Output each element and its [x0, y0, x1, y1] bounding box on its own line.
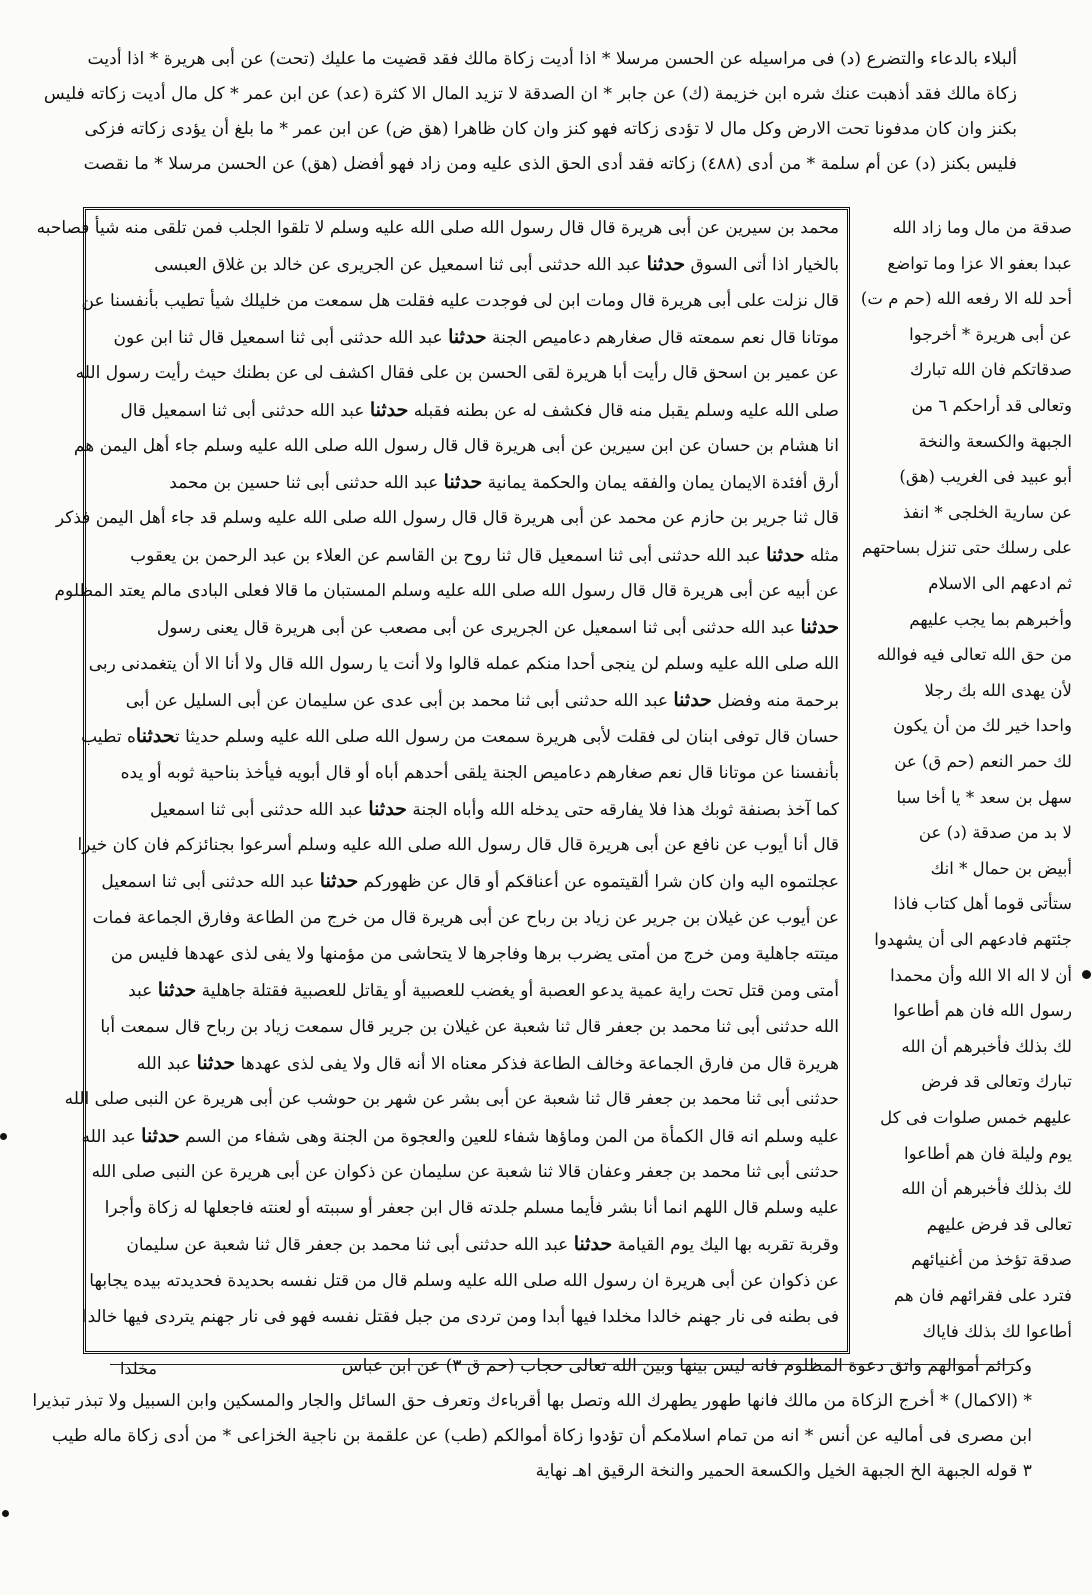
haddathana-keyword: حدثنا [135, 725, 175, 748]
hadith-line: قال ثنا جرير بن حازم عن محمد عن أبى هريرة قال قال رسول الله صلى الله عليه وسلم قد جاء أهل اليمن فذكر [55, 508, 839, 529]
hadith-line: عن أبيه عن أبى هريرة قال قال رسول الله صلى الله عليه وسلم المستبان ما قالا فعلى البادى مالم يعتد المظلوم [54, 581, 839, 601]
bottom-line: ٣ قوله الجبهة الخ الجبهة الخيل والكسعة الحمير والنخة الرقيق اهـ نهاية [535, 1461, 1032, 1481]
side-line: عليهم خمس صلوات فى كل [880, 1108, 1072, 1127]
hadith-line: كما آخذ بصنفة ثوبك هذا فلا يفارقه حتى يدخله الله وأباه الجنة حدثنا عبد الله حدثنى أبى ثنا اسمعيل [149, 797, 839, 820]
side-line: وأخبرهم بما يجب عليهم [909, 609, 1072, 629]
hadith-line: عن أيوب عن غيلان بن جرير عن زياد بن رباح عن أبى هريرة قال من خرج من الطاعة وفارق الجماعة فمات [92, 907, 839, 928]
hadith-line: الله صلى الله عليه وسلم لن ينجى أحدا منكم عمله قالوا ولا أنت يا رسول الله قال ولا أنا الا أن يتغمدنى ربى [88, 653, 839, 674]
side-line: تبارك وتعالى قد فرض [921, 1072, 1072, 1092]
haddathana-keyword: حدثنا [319, 870, 359, 893]
side-line: ثم ادعهم الى الاسلام [928, 574, 1072, 593]
side-line: أحد لله الا رفعه الله (حم م ت) [860, 289, 1072, 309]
side-line: عبدا بعفو الا عزا وما تواضع [887, 253, 1072, 273]
hadith-line: أرق أفئدة الايمان يمان والفقه يمان والحكمة يمانية حدثنا عبد الله حدثنى أبى ثنا حسين بن محمد [169, 471, 839, 494]
hadith-line: عليه وسلم انه قال الكمأة من المن وماؤها شفاء للعين والعجوة من الجنة وهى شفاء من السم حدثنا عبد الله [81, 1124, 839, 1147]
side-line: ستأتى قوما أهل كتاب فاذا [893, 894, 1072, 914]
haddathana-keyword: حدثنا [673, 688, 712, 711]
side-line: أطاعوا لك بذلك فاياك [922, 1321, 1072, 1341]
side-line: فترد على فقرائهم فان هم [893, 1286, 1072, 1305]
hadith-line: حسان قال توفى ابنان لى فقلت لأبى هريرة سمعت من رسول الله صلى الله عليه وسلم حديثا تحدثناه تطيب [81, 725, 839, 748]
haddathana-keyword: حدثنا [573, 1233, 613, 1256]
side-line: جئتهم فادعهم الى أن يشهدوا [874, 930, 1072, 949]
side-line: أبو عبيد فى الغريب (هق) [899, 467, 1072, 487]
haddathana-keyword: حدثنا [368, 797, 407, 820]
haddathana-keyword: حدثنا [443, 471, 483, 494]
margin-mark [2, 1510, 9, 1517]
hadith-line: عن ذكوان عن أبى هريرة ان رسول الله صلى الله عليه وسلم قال من قتل نفسه بحديدة فحديدته بيده يجابها [89, 1270, 839, 1291]
side-line: لك بذلك فأخبرهم أن الله [901, 1036, 1072, 1056]
side-line: يوم وليلة فان هم أطاعوا [904, 1143, 1072, 1163]
hadith-line: حدثنا عبد الله حدثنى أبى ثنا اسمعيل عن الجريرى عن أبى مصعب عن أبى هريرة قال يعنى رسول [156, 616, 839, 639]
hadith-line: ميتته جاهلية ومن خرج من أمتى يضرب برها وفاجرها لا يتحاشى من مؤمنها ولا يفى لذى عهدها فليس من [110, 944, 839, 964]
hadith-line: حدثنى أبى ثنا محمد بن جعفر قال ثنا شعبة عن أبى بشر عن شهر بن حوشب عن أبى هريرة عن النبى صلى الله [64, 1089, 839, 1110]
hadith-line: عليه وسلم قال اللهم انما أنا بشر فأيما مسلم جلدته قال ابن جعفر أو سببته أو لعنته فاجعلها له زكاة وأجرا [104, 1198, 839, 1219]
hadith-line: بالخيار اذا أتى السوق حدثنا عبد الله حدثنى أبى ثنا اسمعيل عن الجريرى عن خالد بن غلاق العبسى [154, 253, 839, 276]
side-line: رسول الله فان هم أطاعوا [893, 1001, 1072, 1021]
hadith-line: صلى الله عليه وسلم يقبل منه قال فكشف له عن بطنه فقبله حدثنا عبد الله حدثنى أبى ثنا اسمعيل قال [120, 398, 839, 421]
side-line: الجبهة والكسعة والنخة [918, 431, 1072, 451]
haddathana-keyword: حدثنا [141, 1124, 180, 1147]
side-line: وتعالى قد أراحكم ٦ من [911, 396, 1072, 415]
bottom-line: ابن مصرى فى أماليه عن أنس * انه من تمام اسلامكم أن تؤدوا زكاة أموالكم (طب) عن علقمة بن ناجية الخزاعى * من أدى زكاة ماله طيب [51, 1426, 1032, 1446]
hadith-line: موتانا قال نعم سمعته قال صغارهم دعاميص الجنة حدثنا عبد الله حدثنى أبى ثنا اسمعيل قال ثنا ابن عون [113, 325, 839, 348]
side-line: عن أبى هريرة * أخرجوا [909, 324, 1072, 344]
side-line: لك بذلك فأخبرهم أن الله [901, 1179, 1072, 1199]
hadith-line: قال نزلت على أبى هريرة قال ومات ابن لى فوجدت عليه فقلت هل سمعت من خليلك شيأ تطيب بأنفسنا عن [81, 290, 839, 311]
bottom-line: وكرائم أموالهم واتق دعوة المظلوم فانه ليس بينها وبين الله تعالى حجاب (حم ق ٣) عن ابن عباس [341, 1356, 1032, 1376]
hadith-line: برحمة منه وفضل حدثنا عبد الله حدثنى أبى ثنا محمد بن أبى عدى عن سليمان عن أبى السليل عن أبى [125, 688, 839, 711]
side-line: عن سارية الخلجى * انفذ [902, 502, 1072, 522]
hadith-line: حدثنى أبى ثنا محمد بن جعفر وعفان قالا ثنا شعبة عن سليمان عن ذكوان عن أبى هريرة عن النبى صلى الله [91, 1161, 839, 1182]
bottom-line: * (الاكمال) * أخرج الزكاة من مالك فانها طهور يطهرك الله وتصل بها أقرباءك وتعرف حق السائل والجار والمسكين وابن السبيل ولا تبذر تبذيرا [32, 1391, 1032, 1411]
footnote-rule [110, 1364, 1015, 1365]
hadith-line: بأنفسنا عن موتانا قال نعم صغارهم دعاميص الجنة يلقى أحدهم أباه أو قال أبويه فيأخذ بناحية ثوبه أو يده [120, 762, 839, 783]
hadith-line: هريرة قال من فارق الجماعة وخالف الطاعة فذكر معناه الا أنه قال ولا يفى لذى عهدها حدثنا عبد الله [136, 1051, 839, 1074]
hadith-line: قال أنا أيوب عن نافع عن أبى هريرة قال قال رسول الله صلى الله عليه وسلم أسرعوا بجنائزكم فان كان خيرا [77, 835, 839, 856]
top-line: زكاة مالك فقد أذهبت عنك شره ابن خزيمة (ك) عن جابر * ان الصدقة لا تزيد المال الا كثرة (عد) عن ابن عمر * كل مال أديت زكاته فليس [43, 84, 1017, 104]
margin-mark [0, 1133, 7, 1140]
top-line: فليس بكنز (د) عن أم سلمة * من أدى (٤٨٨) زكاته فقد أدى الحق الذى عليه ومن زاد فهو أفضل (هق) عن الحسن مرسلا * ما نقصت [83, 154, 1017, 174]
haddathana-keyword: حدثنا [369, 398, 409, 421]
margin-mark [1082, 970, 1091, 979]
side-line: صدقاتكم فان الله تبارك [909, 360, 1072, 380]
hadith-line: مثله حدثنا عبد الله حدثنى أبى ثنا اسمعيل قال ثنا روح بن القاسم عن العلاء بن عبد الرحمن بن يعقوب [130, 543, 839, 566]
side-line: لأن يهدى الله بك رجلا [924, 680, 1072, 700]
hadith-line: وقربة تقربه بها اليك يوم القيامة حدثنا عبد الله حدثنى أبى ثنا محمد بن جعفر قال ثنا شعبة عن سليمان [126, 1233, 839, 1256]
footnote-fragment: مخلدا [119, 1359, 157, 1378]
haddathana-keyword: حدثنا [157, 979, 197, 1002]
hadith-line: أمتى ومن قتل تحت راية عمية يدعو العصبة أو يغضب للعصبية أو يقاتل للعصبية فقتلة جاهلية حدثنا عبد [128, 979, 839, 1002]
side-line: صدقة تؤخذ من أغنيائهم [911, 1250, 1072, 1270]
hadith-line: الله حدثنى أبى ثنا محمد بن جعفر قال ثنا شعبة عن غيلان بن جرير قال سمعت زياد بن رباح قال سمعت أبا [100, 1016, 839, 1037]
top-line: بكنز وان كان مدفونا تحت الارض وكل مال لا تؤدى زكاته فهو كنز وان كان ظاهرا (هق ض) عن ابن عمر * ما بلغ أن يؤدى زكاته فزكى [84, 119, 1017, 139]
side-line: أن لا اله الا الله وأن محمدا [890, 965, 1072, 985]
haddathana-keyword: حدثنا [646, 253, 686, 276]
side-line: تعالى قد فرض عليهم [926, 1214, 1072, 1234]
haddathana-keyword: حدثنا [448, 325, 487, 348]
side-line: لا بد من صدقة (د) عن [918, 823, 1072, 843]
hadith-line: محمد بن سيرين عن أبى هريرة قال قال رسول الله صلى الله عليه وسلم لا تلقوا الجلب فمن تلقى منه شيأ فصاحبه [36, 218, 839, 238]
haddathana-keyword: حدثنا [196, 1051, 236, 1074]
side-line: سهل بن سعد * يا أخا سبا [896, 787, 1072, 807]
side-line: على رسلك حتى تنزل بساحتهم [861, 538, 1072, 558]
side-line: واحدا خير لك من أن يكون [893, 716, 1072, 736]
haddathana-keyword: حدثنا [800, 616, 839, 639]
side-line: من حق الله تعالى فيه فوالله [876, 645, 1072, 665]
hadith-line: انا هشام بن حسان عن ابن سيرين عن أبى هريرة قال قال رسول الله صلى الله عليه وسلم جاء أهل اليمن هم [73, 435, 839, 456]
side-line: لك حمر النعم (حم ق) عن [894, 752, 1072, 771]
hadith-line: فى بطنه فى نار جهنم خالدا مخلدا فيها أبدا ومن تردى من جبل فقتل نفسه فهو فى نار جهنم يتردى فيها خالدا [82, 1307, 839, 1327]
side-line: أبيض بن حمال * انك [930, 858, 1072, 878]
haddathana-keyword: حدثنا [766, 543, 805, 566]
top-line: ألبلاء بالدعاء والتضرع (د) فى مراسيله عن الحسن مرسلا * اذا أديت زكاة مالك فقد قضيت ما عليك (تحت) عن أبى هريرة * اذا أديت [87, 49, 1017, 69]
hadith-line: عن عمير بن اسحق قال رأيت أبا هريرة لقى الحسن بن على فقال اكشف لى عن بطنك حيث رأيت رسول الله [75, 363, 839, 384]
side-line: صدقة من مال وما زاد الله [892, 218, 1072, 237]
hadith-line: عجلتموه اليه وان كان شرا ألقيتموه عن أعناقكم أو قال عن ظهوركم حدثنا عبد الله حدثنى أبى ثنا اسمعيل [101, 870, 839, 893]
